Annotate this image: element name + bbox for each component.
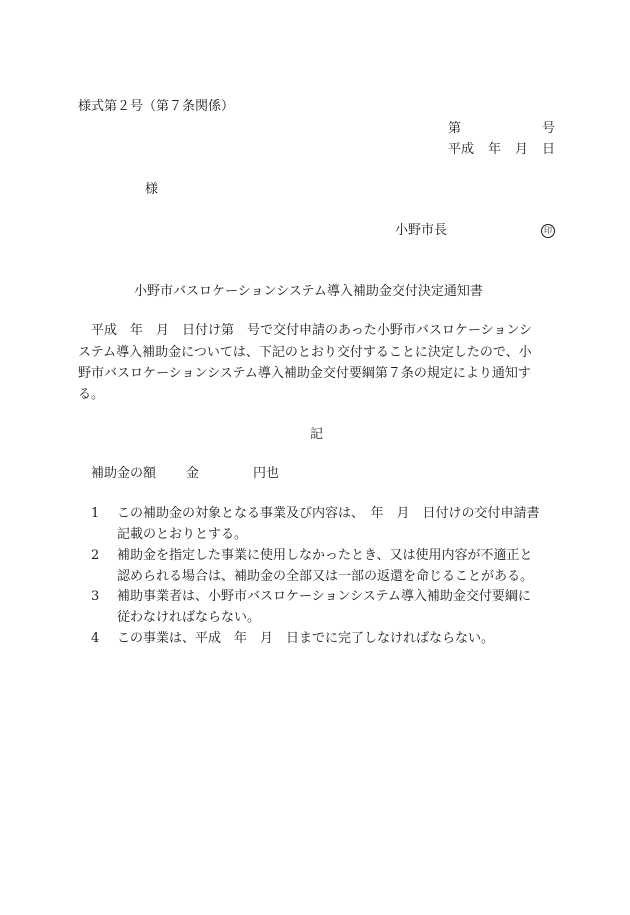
body-line: 野市バスロケーションシステム導入補助金交付要綱第７条の規定により通知す xyxy=(78,366,531,381)
body-line: る。 xyxy=(78,387,105,402)
item-text: 補助金を指定した事業に使用しなかったとき、又は使用内容が不適正と xyxy=(117,548,533,563)
seal-icon: 印 xyxy=(541,224,555,238)
issuer: 小野市長 xyxy=(395,223,448,238)
amount-label: 補助金の額 xyxy=(91,466,157,481)
item-text: 記載のとおりとする。 xyxy=(117,527,248,542)
addressee-suffix: 様 xyxy=(145,182,159,197)
form-number: 様式第２号（第７条関係） xyxy=(78,99,235,114)
doc-number-suffix: 号 xyxy=(542,121,556,136)
item-text: 認められる場合は、補助金の全部又は一部の返還を命じることがある。 xyxy=(117,569,534,584)
body-line: ステム導入補助金については、下記のとおり交付することに決定したので、小 xyxy=(78,345,532,360)
item-number: 2 xyxy=(91,548,100,563)
date-era: 平成 xyxy=(448,142,475,157)
body-line: 平成 年 月 日付け第 号で交付申請のあった小野市バスロケーションシ xyxy=(78,323,533,338)
date-day: 日 xyxy=(542,142,556,157)
seal-mark xyxy=(541,223,555,238)
item-text: 補助事業者は、小野市バスロケーションシステム導入補助金交付要綱に xyxy=(117,589,531,604)
date-month: 月 xyxy=(515,142,529,157)
ki-heading: 記 xyxy=(310,427,324,442)
item-number: 1 xyxy=(91,506,100,521)
item-text: 従わなければならない。 xyxy=(117,610,261,625)
item-text: この補助金の対象となる事業及び内容は、 年 月 日付けの交付申請書 xyxy=(117,506,540,521)
item-text: この事業は、平成 年 月 日までに完了しなければならない。 xyxy=(117,631,495,646)
item-number: 3 xyxy=(91,589,100,604)
doc-number-prefix: 第 xyxy=(448,121,462,136)
document-title: 小野市バスロケーションシステム導入補助金交付決定通知書 xyxy=(134,284,483,299)
amount-prefix: 金 xyxy=(186,466,200,481)
amount-suffix: 円也 xyxy=(253,466,280,481)
item-number: 4 xyxy=(91,631,100,646)
date-year: 年 xyxy=(488,142,502,157)
